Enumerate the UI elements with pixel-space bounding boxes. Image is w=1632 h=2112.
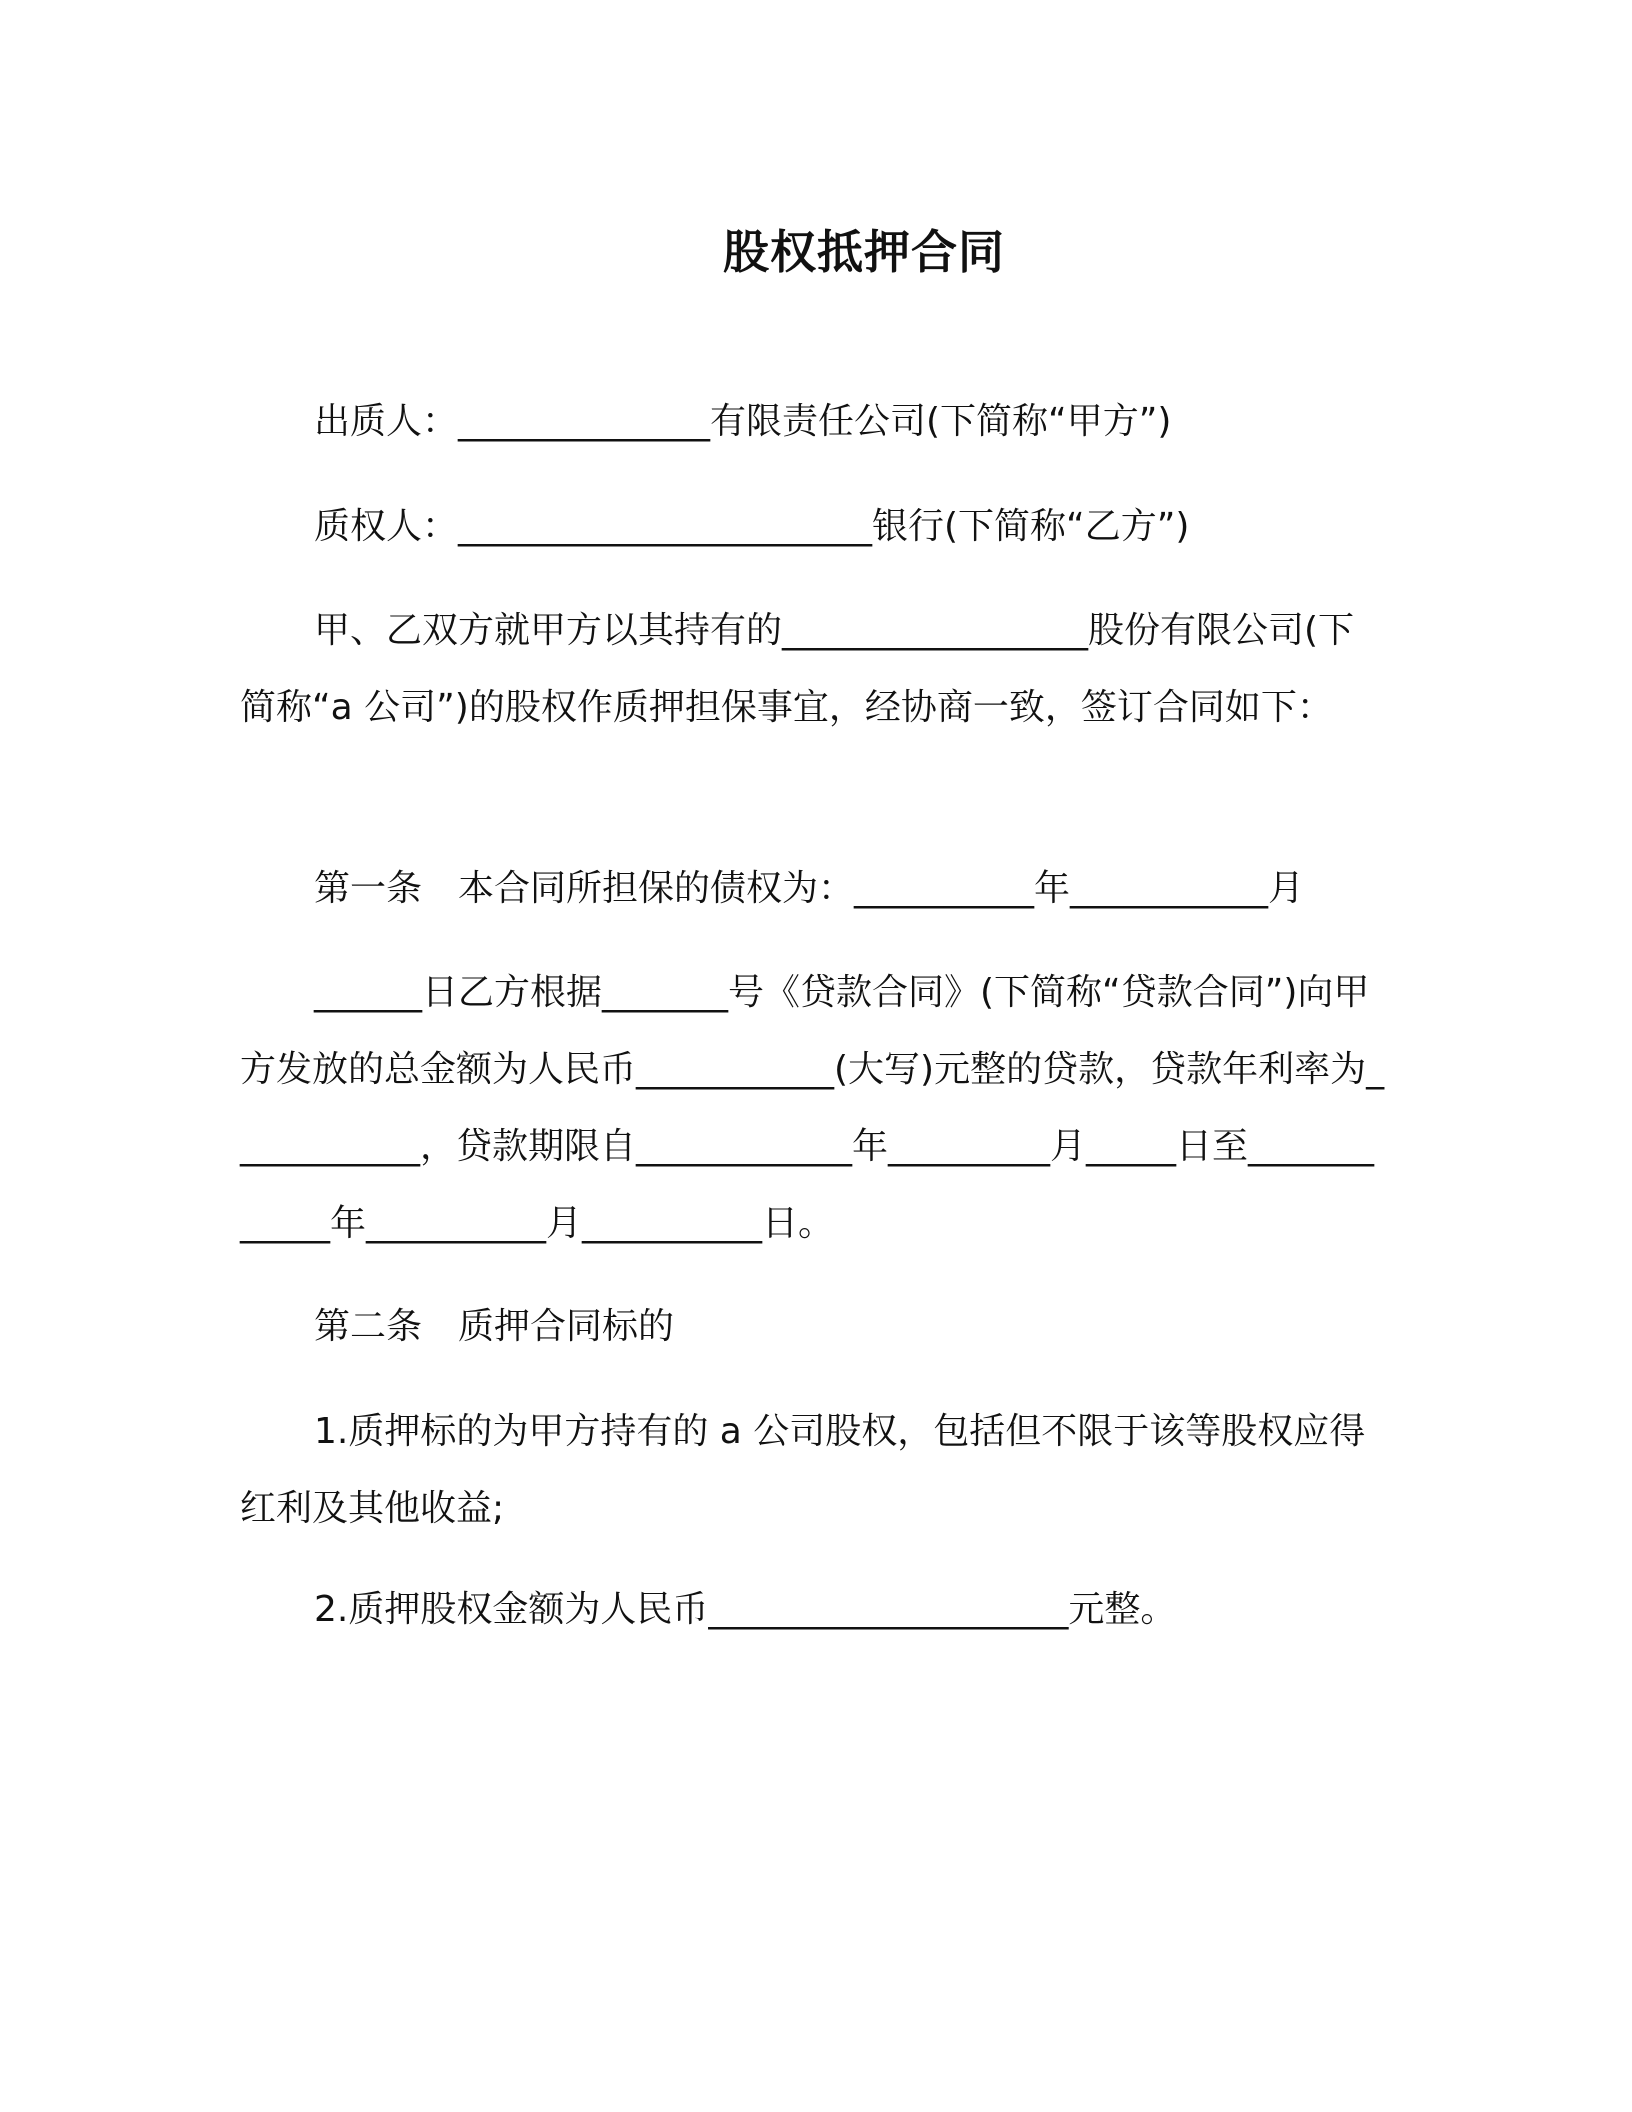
article2-item-2: 2.质押股权金额为人民币____________________元整。 xyxy=(314,1589,1177,1630)
pledgor-paragraph: 出质人：______________有限责任公司(下简称“甲方”) xyxy=(314,401,1172,442)
article1-body: ______日乙方根据_______号《贷款合同》(下简称“贷款合同”)向甲方发放的总金额为人民币___________(大写)元整的贷款，贷款年利率为___________，贷款期限自____________年_________月_____日至____________年__________月__________日。 xyxy=(240,972,1385,1244)
pledgee-paragraph: 质权人：_______________________银行(下简称“乙方”) xyxy=(314,506,1190,547)
article2-heading: 第二条 质押合同标的 xyxy=(314,1306,675,1347)
article2-item-1: 1.质押标的为甲方持有的 a 公司股权，包括但不限于该等股权应得红利及其他收益; xyxy=(240,1411,1366,1529)
document-title: 股权抵押合同 xyxy=(723,225,1005,279)
preamble-paragraph: 甲、乙双方就甲方以其持有的_________________股份有限公司(下简称“a 公司”)的股权作质押担保事宜，经协商一致，签订合同如下： xyxy=(240,610,1355,728)
article1-heading: 第一条 本合同所担保的债权为：__________年___________月 xyxy=(314,868,1305,909)
